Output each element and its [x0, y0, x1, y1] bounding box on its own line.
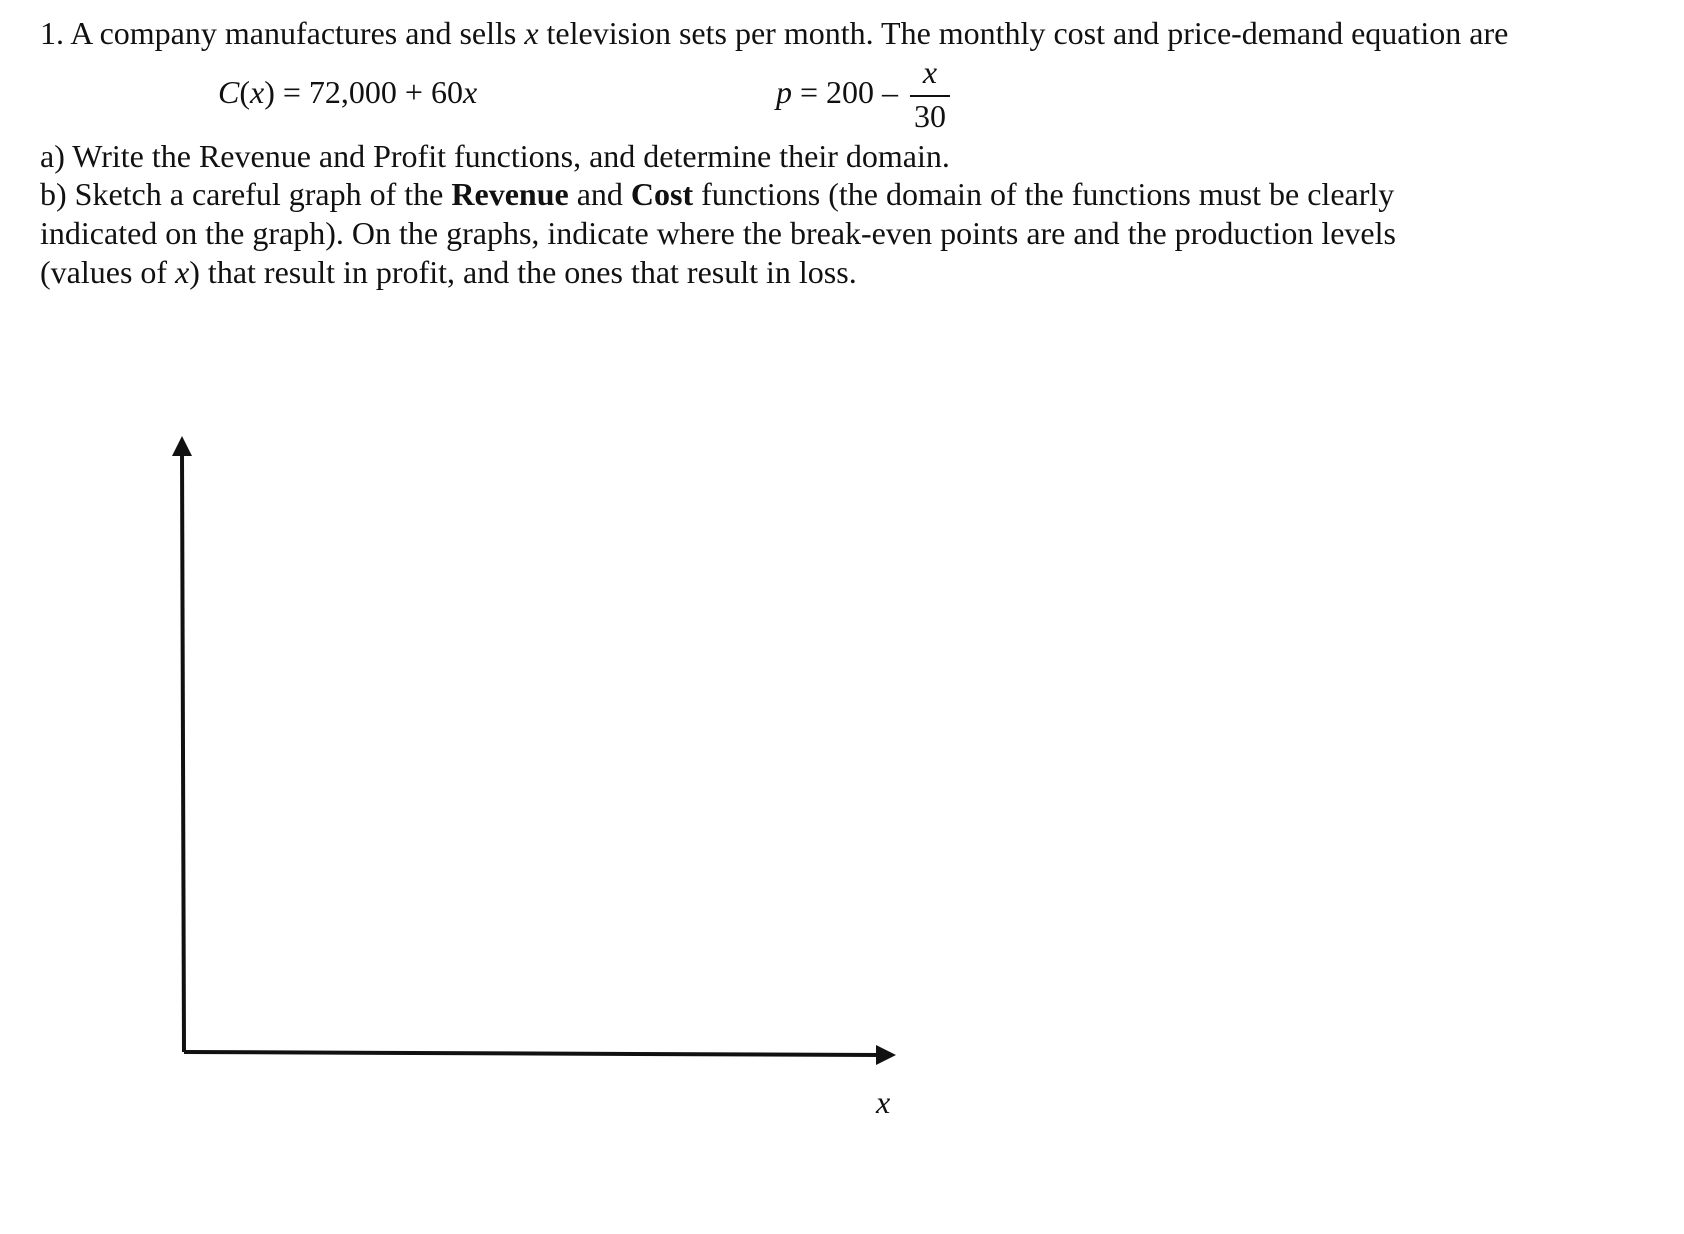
part-b-line-3: (values of x) that result in profit, and the ones that result in loss.: [40, 254, 857, 290]
y-axis-arrowhead: [172, 436, 192, 456]
part-b-line-1: b) Sketch a careful graph of the Revenue and Cost functions (the domain of the functions must be clearly: [40, 176, 1395, 212]
problem-number: 1.: [40, 15, 64, 51]
price-fraction-numerator: x: [922, 54, 938, 90]
y-axis: [182, 452, 184, 1052]
part-b-variable: x: [175, 254, 190, 290]
part-b-line-2: indicated on the graph). On the graphs, indicate where the break-even points are and the production levels: [40, 215, 1396, 251]
part-a-text: a) Write the Revenue and Profit functions, and determine their domain.: [40, 138, 950, 174]
cost-function-name: C: [218, 74, 240, 110]
cost-function-rhs-variable: x: [462, 74, 478, 110]
x-axis-label: x: [876, 1084, 891, 1120]
cost-keyword: Cost: [630, 176, 694, 212]
price-variable: p: [776, 74, 792, 110]
price-equation-rhs: = 200 –: [792, 74, 899, 110]
revenue-keyword: Revenue: [451, 176, 569, 212]
cost-function-rhs: = 72,000 + 60: [274, 74, 463, 110]
problem-intro-variable: x: [524, 15, 539, 51]
problem-intro-text-a: A company manufactures and sells: [64, 15, 525, 51]
cost-equation: C(x) = 72,000 + 60x: [218, 74, 478, 110]
x-axis-arrowhead: [876, 1045, 896, 1065]
x-axis: [184, 1052, 880, 1055]
cost-function-variable: x: [250, 74, 265, 110]
price-fraction-denominator: 30: [914, 98, 946, 134]
problem-intro-text-b: television sets per month. The monthly cost and price-demand equation are: [538, 15, 1509, 51]
